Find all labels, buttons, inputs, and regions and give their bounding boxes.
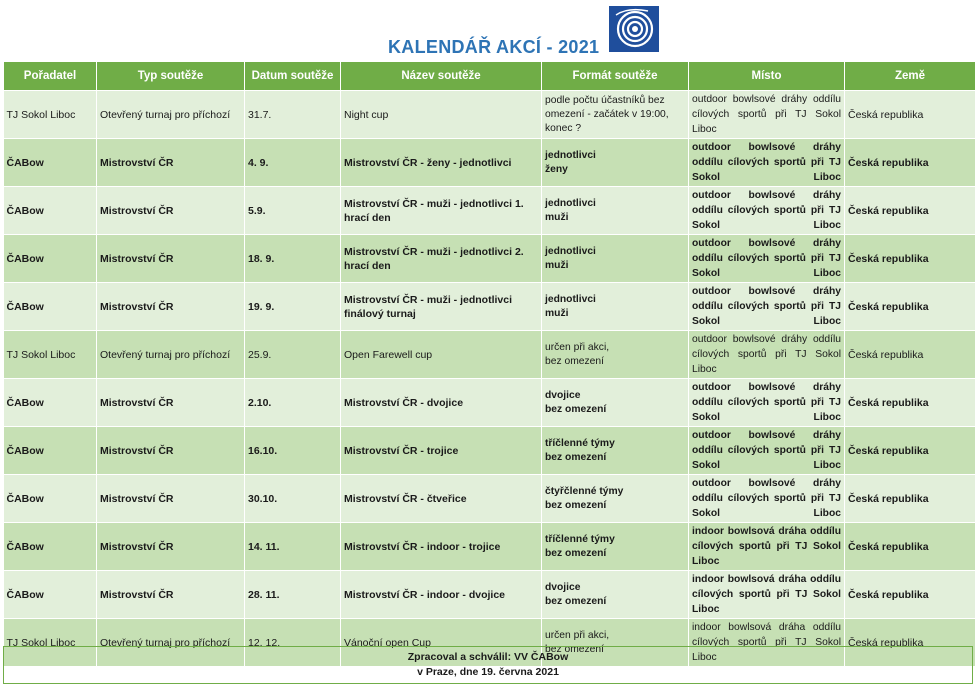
cell-typ: Otevřený turnaj pro příchozí xyxy=(97,619,245,667)
cell-misto: outdoor bowlsové dráhy oddílu cílových sportů při TJ Sokol Liboc xyxy=(689,331,845,379)
cell-nazev: Mistrovství ČR - muži - jednotlivci 2. hrací den xyxy=(341,235,542,283)
cell-poradatel: ČABow xyxy=(4,235,97,283)
footer-approved-by: Zpracoval a schválil: VV ČABow xyxy=(407,651,569,663)
cell-misto: outdoor bowlsové dráhy oddílu cílových sportů při TJ Sokol Liboc xyxy=(689,139,845,187)
cell-format: dvojice bez omezení xyxy=(542,571,689,619)
table-row xyxy=(4,91,976,139)
cell-format: jednotlivci muži xyxy=(542,283,689,331)
cell-nazev: Mistrovství ČR - čtveřice xyxy=(341,475,542,523)
cell-datum: 14. 11. xyxy=(245,523,341,571)
cell-format: čtyřčlenné týmy bez omezení xyxy=(542,475,689,523)
document-header xyxy=(0,0,978,60)
cell-zeme: Česká republika xyxy=(845,571,976,619)
cell-poradatel: TJ Sokol Liboc xyxy=(4,91,97,139)
cell-typ: Otevřený turnaj pro příchozí xyxy=(97,91,245,139)
cell-datum: 2.10. xyxy=(245,379,341,427)
cell-zeme: Česká republika xyxy=(845,475,976,523)
cell-poradatel: ČABow xyxy=(4,187,97,235)
footer-date: v Praze, dne 19. června 2021 xyxy=(417,666,559,678)
cell-zeme: Česká republika xyxy=(845,619,976,667)
cell-nazev: Mistrovství ČR - muži - jednotlivci 1. hrací den xyxy=(341,187,542,235)
cell-typ: Mistrovství ČR xyxy=(97,139,245,187)
cell-format: určen při akci, bez omezení xyxy=(542,619,689,667)
cell-misto: outdoor bowlsové dráhy oddílu cílových sportů při TJ Sokol Liboc xyxy=(689,283,845,331)
cell-typ: Mistrovství ČR xyxy=(97,283,245,331)
cell-datum: 30.10. xyxy=(245,475,341,523)
cell-zeme: Česká republika xyxy=(845,139,976,187)
cell-format: jednotlivci muži xyxy=(542,235,689,283)
column-header-typ: Typ soutěže xyxy=(97,62,245,91)
cell-format: podle počtu účastníků bez omezení - začátek v 19:00, konec ? xyxy=(542,91,689,139)
table-body xyxy=(4,91,976,667)
cell-poradatel: ČABow xyxy=(4,283,97,331)
cell-zeme: Česká republika xyxy=(845,379,976,427)
cell-misto: indoor bowlsová dráha oddílu cílových sportů při TJ Sokol Liboc xyxy=(689,523,845,571)
cell-misto: outdoor bowlsové dráhy oddílu cílových sportů při TJ Sokol Liboc xyxy=(689,187,845,235)
cell-nazev: Mistrovství ČR - indoor - trojice xyxy=(341,523,542,571)
cell-nazev: Mistrovství ČR - indoor - dvojice xyxy=(341,571,542,619)
cell-typ: Otevřený turnaj pro příchozí xyxy=(97,331,245,379)
cell-datum: 31.7. xyxy=(245,91,341,139)
table-row xyxy=(4,187,976,235)
cell-poradatel: ČABow xyxy=(4,379,97,427)
cell-nazev: Vánoční open Cup xyxy=(341,619,542,667)
cell-nazev: Night cup xyxy=(341,91,542,139)
cell-format: tříčlenné týmy bez omezení xyxy=(542,427,689,475)
table-row xyxy=(4,523,976,571)
cell-misto: indoor bowlsová dráha oddílu cílových sportů při TJ Sokol Liboc xyxy=(689,619,845,667)
cell-poradatel: ČABow xyxy=(4,571,97,619)
cell-nazev: Mistrovství ČR - muži - jednotlivci finálový turnaj xyxy=(341,283,542,331)
cell-format: dvojice bez omezení xyxy=(542,379,689,427)
table-row xyxy=(4,475,976,523)
cell-typ: Mistrovství ČR xyxy=(97,187,245,235)
table-row xyxy=(4,379,976,427)
cell-zeme: Česká republika xyxy=(845,331,976,379)
table-row xyxy=(4,283,976,331)
column-header-format: Formát soutěže xyxy=(542,62,689,91)
cell-poradatel: ČABow xyxy=(4,427,97,475)
cell-zeme: Česká republika xyxy=(845,235,976,283)
cell-zeme: Česká republika xyxy=(845,187,976,235)
page-title: KALENDÁŘ AKCÍ - 2021 xyxy=(388,37,600,57)
table-row xyxy=(4,571,976,619)
column-header-zeme: Země xyxy=(845,62,976,91)
cell-misto: indoor bowlsová dráha oddílu cílových sportů při TJ Sokol Liboc xyxy=(689,571,845,619)
cell-datum: 28. 11. xyxy=(245,571,341,619)
cell-misto: outdoor bowlsové dráhy oddílu cílových sportů při TJ Sokol Liboc xyxy=(689,427,845,475)
events-table xyxy=(3,61,976,667)
cell-poradatel: ČABow xyxy=(4,523,97,571)
footer-box xyxy=(3,646,973,684)
cell-typ: Mistrovství ČR xyxy=(97,235,245,283)
cell-datum: 19. 9. xyxy=(245,283,341,331)
cell-poradatel: TJ Sokol Liboc xyxy=(4,619,97,667)
column-header-misto: Místo xyxy=(689,62,845,91)
column-header-datum: Datum soutěže xyxy=(245,62,341,91)
table-row xyxy=(4,139,976,187)
cell-typ: Mistrovství ČR xyxy=(97,475,245,523)
cell-format: tříčlenné týmy bez omezení xyxy=(542,523,689,571)
cell-datum: 16.10. xyxy=(245,427,341,475)
cell-typ: Mistrovství ČR xyxy=(97,379,245,427)
cabow-logo-icon xyxy=(608,5,660,53)
table-row xyxy=(4,331,976,379)
cell-misto: outdoor bowlsové dráhy oddílu cílových sportů při TJ Sokol Liboc xyxy=(689,475,845,523)
cell-format: jednotlivci muži xyxy=(542,187,689,235)
cell-nazev: Mistrovství ČR - ženy - jednotlivci xyxy=(341,139,542,187)
cell-poradatel: ČABow xyxy=(4,139,97,187)
cell-zeme: Česká republika xyxy=(845,283,976,331)
column-header-nazev: Název soutěže xyxy=(341,62,542,91)
table-row xyxy=(4,235,976,283)
cell-misto: outdoor bowlsové dráhy oddílu cílových sportů při TJ Sokol Liboc xyxy=(689,379,845,427)
cell-nazev: Mistrovství ČR - dvojice xyxy=(341,379,542,427)
cell-format: jednotlivci ženy xyxy=(542,139,689,187)
cell-datum: 4. 9. xyxy=(245,139,341,187)
cell-datum: 18. 9. xyxy=(245,235,341,283)
cell-poradatel: TJ Sokol Liboc xyxy=(4,331,97,379)
cell-typ: Mistrovství ČR xyxy=(97,571,245,619)
table-row xyxy=(4,427,976,475)
cell-nazev: Open Farewell cup xyxy=(341,331,542,379)
table-header-row xyxy=(4,62,976,91)
column-header-poradatel: Pořadatel xyxy=(4,62,97,91)
cell-misto: outdoor bowlsové dráhy oddílu cílových sportů při TJ Sokol Liboc xyxy=(689,235,845,283)
cell-zeme: Česká republika xyxy=(845,91,976,139)
cell-typ: Mistrovství ČR xyxy=(97,523,245,571)
cell-typ: Mistrovství ČR xyxy=(97,427,245,475)
cell-misto: outdoor bowlsové dráhy oddílu cílových sportů při TJ Sokol Liboc xyxy=(689,91,845,139)
cell-datum: 12. 12. xyxy=(245,619,341,667)
cell-datum: 25.9. xyxy=(245,331,341,379)
cell-format: určen při akci, bez omezení xyxy=(542,331,689,379)
cell-nazev: Mistrovství ČR - trojice xyxy=(341,427,542,475)
cell-datum: 5.9. xyxy=(245,187,341,235)
cell-zeme: Česká republika xyxy=(845,427,976,475)
cell-poradatel: ČABow xyxy=(4,475,97,523)
cell-zeme: Česká republika xyxy=(845,523,976,571)
